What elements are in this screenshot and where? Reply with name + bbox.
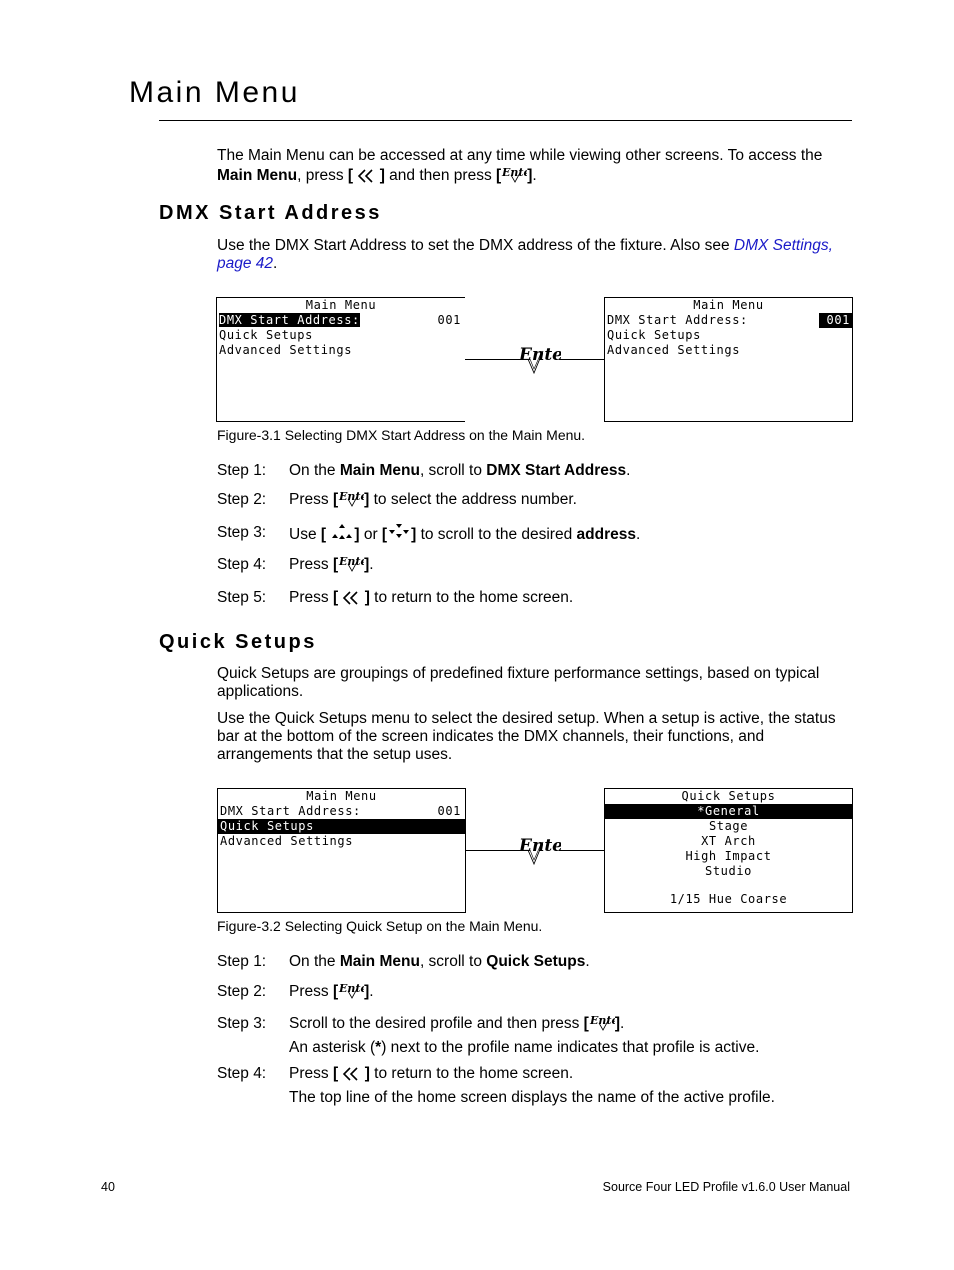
intro-text: and then press [384,167,497,184]
title-rule [159,120,852,121]
section-heading-quick-setups: Quick Setups [159,631,317,653]
enter-key-icon [338,489,364,513]
double-chevron-left-icon [357,169,375,188]
lcd-row: Stage [708,819,749,833]
enter-label: Ent [519,345,553,365]
svg-text:Enter: Ent [339,490,361,503]
step-label: Step 2: [217,491,267,508]
step-text: On the Main Menu, scroll to DMX Start Address. [289,462,631,479]
lcd-value: 001 [437,804,461,818]
qs-paragraph-2: Use the Quick Setups menu to select the desired setup. When a setup is active, the status bar at the bottom of the screen indicates the DMX channels, their functions, and arrangements that the setup uses. [217,710,836,763]
connector-line [465,359,520,360]
intro-text: The Main Menu can be accessed at any time while viewing other screens. To access the [217,147,823,164]
step-text: Press [ ] to return to the home screen. The top line of the home screen displays the name of the active profile. [289,1065,775,1106]
lcd-row: Quick Setups [607,328,701,342]
lcd-screen-quick-setups [604,788,853,913]
step-text: Use [ ] or [ ] to scroll to the desired address. [289,522,849,548]
lcd-row [218,804,465,819]
lcd-title: Main Menu [305,298,377,312]
step-text: Press [ Ent ]. [289,981,849,1005]
lcd-row-selected: Quick Setups [218,819,465,834]
enter-key-icon [338,554,364,578]
lcd-row: Advanced Settings [219,343,353,357]
lcd-row: Advanced Settings [220,834,354,848]
dmx-text: Use the DMX Start Address to set the DMX address of the fixture. Also see [217,237,734,254]
intro-paragraph: The Main Menu can be accessed at any time while viewing other screens. To access the Main Menu, press [ ] and then press [ Ent ]. [217,147,857,188]
enter-key-icon [338,981,364,1005]
enter-key-icon [519,834,561,871]
dmx-settings-link[interactable]: DMX Settings, [733,237,833,254]
double-chevron-left-icon [342,590,360,611]
lcd-value-selected: 001 [819,313,852,328]
lcd-row: Quick Setups [219,328,313,342]
step-label: Step 3: [217,1015,267,1032]
connector-line [559,850,604,851]
dmx-settings-page-link[interactable]: page 42 [217,255,274,272]
step-text: Press [ ] to return to the home screen. [289,587,849,611]
lcd-row-selected: *General [605,804,852,819]
step-label: Step 4: [217,556,267,573]
up-arrow-key-icon [330,522,354,548]
page-number: 40 [101,1180,115,1194]
enter-key-icon [589,1013,615,1037]
step-text: Press [ Ent ]. [289,554,849,578]
connector-line [559,359,604,360]
svg-text:Enter: Ent [502,166,524,179]
lcd-row: Advanced Settings [607,343,741,357]
lcd-screen-main-menu-edit [604,297,853,422]
page-title: Main Menu [129,76,300,109]
lcd-title: Main Menu [693,298,764,312]
lcd-row: High Impact [685,849,772,863]
step-label: Step 5: [217,589,267,606]
intro-text: . [532,167,537,184]
connector-line [466,850,520,851]
step-label: Step 1: [217,462,267,479]
lcd-screen-main-menu [216,297,465,422]
lcd-row-label: DMX Start Address: [220,804,361,818]
qs-paragraph-1: Quick Setups are groupings of predefined fixture performance settings, based on typical applications. [217,665,820,700]
intro-text: , press [297,167,348,184]
dmx-text: . [273,255,278,272]
step-text: Press [ Ent ] to select the address number. [289,489,849,513]
lcd-value: 001 [437,313,461,327]
down-arrow-key-icon [387,522,411,548]
enter-label: Ent [519,836,553,856]
section-heading-dmx: DMX Start Address [159,202,382,224]
lcd-row [217,313,465,328]
lcd-row-selected: DMX Start Address: [219,313,360,327]
lcd-row [605,313,852,328]
manual-title: Source Four LED Profile v1.6.0 User Manual [602,1180,850,1194]
svg-text:Enter: Ent [589,1014,612,1027]
step-label: Step 4: [217,1065,267,1082]
step-text: On the Main Menu, scroll to Quick Setups. [289,953,590,970]
step-label: Step 2: [217,983,267,1000]
intro-bold: Main Menu [217,167,298,184]
lcd-title: Main Menu [306,789,377,803]
enter-key-icon [501,165,527,188]
step-text: Scroll to the desired profile and then press [ Ent ]. An asterisk (*) next to the profile name indicates that profile is active. [289,1014,760,1056]
enter-key-icon [519,343,561,380]
lcd-screen-main-menu-qs [217,788,466,913]
lcd-row: XT Arch [701,834,756,848]
step-label: Step 1: [217,953,267,970]
double-chevron-left-icon [342,1066,360,1087]
lcd-row: Studio [705,864,752,878]
lcd-row-label: DMX Start Address: [607,313,748,327]
figure-caption: Figure-3.1 Selecting DMX Start Address on the Main Menu. [217,427,586,443]
step-label: Step 3: [217,524,267,541]
lcd-status-bar: 1/15 Hue Coarse [669,892,788,906]
svg-text:Enter: Ent [339,555,361,568]
figure-caption: Figure-3.2 Selecting Quick Setup on the Main Menu. [217,918,543,934]
lcd-title: Quick Setups [681,789,776,803]
svg-text:Enter: Ent [339,982,361,995]
dmx-paragraph [217,237,857,273]
